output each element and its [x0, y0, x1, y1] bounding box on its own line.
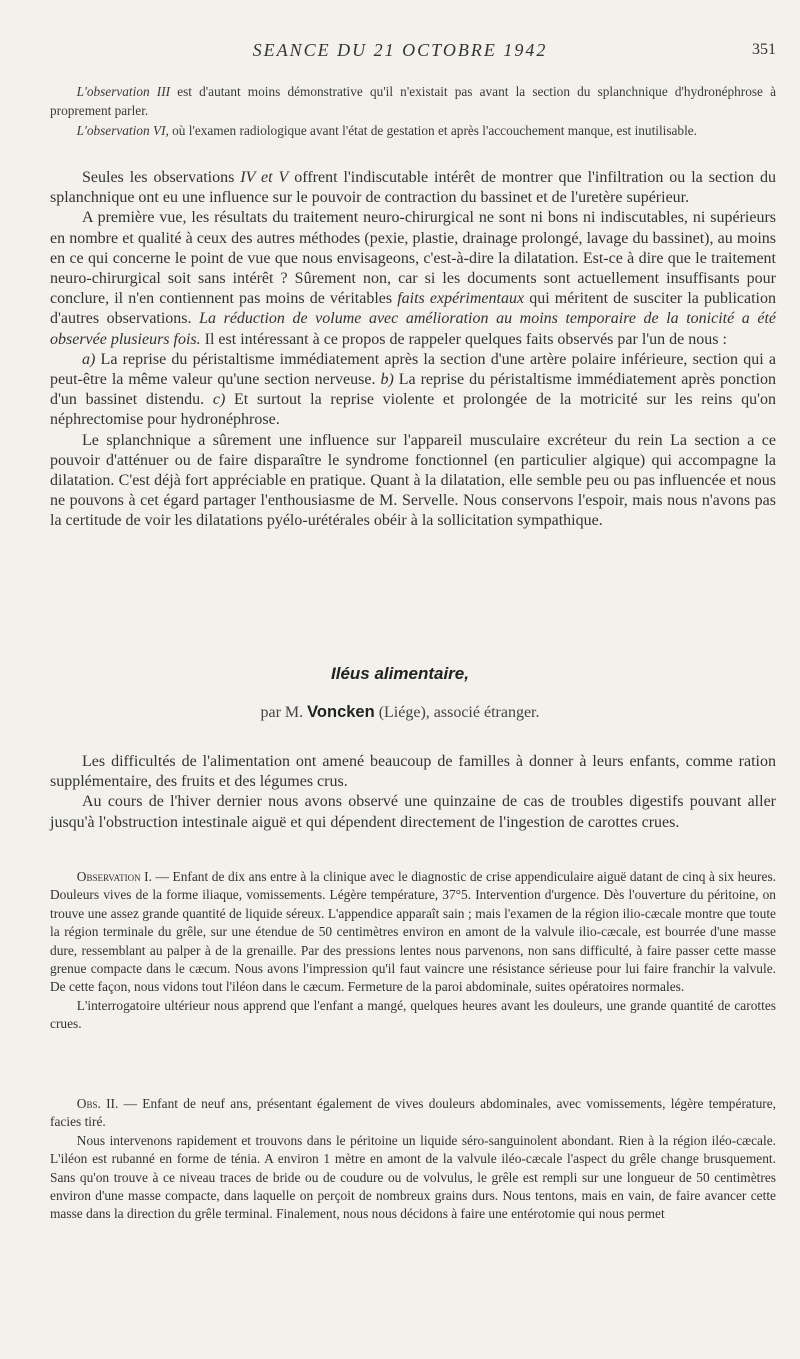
italic-phrase: La réduction de volume avec amélioration au moins temporaire de la tonicité a été observée plusieurs fois. [50, 310, 777, 348]
observation-label: Observation I. [76, 869, 152, 884]
intro-paragraph-2 [50, 121, 776, 140]
paragraph-text: Il est intéressant à ce propos de rappeler quelques faits observés par l'un de nous : [200, 330, 727, 348]
byline-prefix: par M. [260, 704, 304, 721]
paragraph-text: Et surtout la reprise violente et prolongée de la motricité sur les reins qu'on néphrectomise pour hydronéphrose. [50, 391, 776, 429]
author-affiliation: (Liége), associé étranger. [378, 704, 540, 721]
observation-2 [50, 1095, 776, 1224]
paragraph-text: La reprise du péristaltisme immédiatement après ponction d'un bassinet distendu. [50, 371, 777, 409]
observation-1 [50, 868, 776, 1034]
discussion-paragraph-3 [50, 350, 776, 431]
observation-ref: L'observation VI [76, 122, 166, 138]
paragraph-text: qui méritent de susciter la publication d'autres observations. [50, 290, 776, 328]
paragraph-text: Seules les observations [82, 169, 241, 186]
article-intro-paragraph-1: Les difficultés de l'alimentation ont amené beaucoup de familles à donner à leurs enfants, comme ration supplémentaire, des fruits et des légumes crus. [50, 753, 776, 791]
paragraph-text: A première vue, les résultats du traitement neuro-chirurgical ne sont ni bons ni indiscutables, ni supérieurs en nombre et qualité à ceux des autres méthodes (pexie, plastie, drainage prolongé, lavage du bassinet), au moins en ce qui concerne le point de vue que nous envisageons, c'est-à-dire la dilatation. Est-ce à dire que le traitement neuro-chirurgical soit sans intérêt ? Sûrement non, car si les documents sont actuellement insuffisants pour conclure, il n'en contiennent pas moins de véritables [50, 209, 776, 308]
intro-paragraph-1 [50, 82, 776, 121]
paragraph-text: La reprise du péristaltisme immédiatement après la section d'une artère polaire inférieure, section qui a peut-être la même valeur qu'une section nerveuse. [50, 350, 776, 389]
observation-ref: L'observation III [76, 84, 171, 99]
intro-section [50, 82, 776, 140]
discussion-paragraph-2 [50, 208, 776, 349]
discussion-paragraph-4: Le splanchnique a sûrement une influence sur l'appareil musculaire excréteur du rein La section a ce pouvoir d'atténuer ou de faire disparaître le syndrome fonctionnel (en particulier algique) qui accompagne la dilatation. C'est déjà fort appréciable en pratique. Quant à la dilatation, elle semble peu ou pas influencée et nous ne pouvons à cet égard partager l'enthousiasme de M. Servelle. Nous conservons l'espoir, mais nous n'avons pas la certitude de voir les dilatations pyélo-urétérales obéir à la sollicitation sympathique. [50, 431, 776, 530]
discussion-section [50, 168, 776, 532]
list-label: c) [212, 391, 226, 409]
running-title: SEANCE DU 21 OCTOBRE 1942 [252, 40, 548, 60]
observation-2-paragraph-2: Nous intervenons rapidement et trouvons dans le péritoine un liquide séro-sanguinolent abondant. Rien à la région iléo-cæcale. L'iléon est rubanné en forme de ténia. A environ 1 mètre en amont de la valvule iléo-cæcale l'aspect du grêle change brusquement. Sans qu'on trouve à ce niveau traces de bride ou de coudure ou de volvulus, le grêle est rempli sur une longueur de 50 centimètres environ d'une masse compacte, dans laquelle on perçoit de nombreux grains durs. Nous tentons, mais en vain, de faire avancer cette masse dans la direction du grêle terminal. Finalement, nous nous décidons à faire une entérotomie qui nous permet [50, 1132, 776, 1222]
observation-1-paragraph-1 [50, 868, 776, 997]
article-title: Iléus alimentaire, [331, 664, 469, 683]
discussion-paragraph-1 [50, 168, 776, 208]
observation-label: Obs. II. [76, 1096, 119, 1111]
observation-ref: IV et V [240, 169, 289, 186]
article-intro-paragraph-2: Au cours de l'hiver dernier nous avons observé une quinzaine de cas de troubles digestifs pouvant aller jusqu'à l'obstruction intestinale aiguë et qui dépendent directement de l'ingestion de carottes crues. [50, 793, 776, 831]
running-header [0, 40, 800, 70]
observation-2-paragraph-1 [50, 1095, 776, 1132]
article-byline [0, 703, 800, 722]
paragraph-text: offrent l'indiscutable intérêt de montrer que l'infiltration ou la section du splanchnique ont eu une influence sur le pouvoir de contraction du bassinet et de l'uretère supérieur. [50, 169, 777, 207]
paragraph-text: est d'autant moins démonstrative qu'il n'existait pas avant la section du splanchnique d'hydronéphrose à proprement parler. [50, 84, 776, 119]
observation-1-paragraph-2: L'interrogatoire ultérieur nous apprend que l'enfant a mangé, quelques heures avant les douleurs, une grande quantité de carottes crues. [50, 997, 776, 1032]
paragraph-text: , où l'examen radiologique avant l'état de gestation et après l'accouchement manque, est inutilisable. [165, 122, 697, 138]
paragraph-text: — Enfant de neuf ans, présentant également de vives douleurs abdominales, avec vomissements, légère température, facies tiré. [50, 1096, 777, 1130]
author-name: Voncken [307, 703, 375, 721]
paragraph-text: — Enfant de dix ans entre à la clinique avec le diagnostic de crise appendiculaire aiguë datant de cinq à six heures. Douleurs vives de la forme iliaque, vomissements. Légère température, 37°5. Intervention d'urgence. Dès l'ouverture du péritoine, on trouve une assez grande quantité de liquide séreux. L'appendice apparaît sain ; mais l'examen de la région ilio-cæcale montre que toute la région terminale du grêle, sur une étendue de 50 centimètres environ en amont de la valvule ilio-cæcale, est bourrée d'une masse dure, ressemblant au palper à de la grenaille. Par des pressions lentes nous parvenons, non sans difficulté, à faire passer cette masse grenue compacte dans le cæcum. Nous avons l'impression qu'il faut vaincre une résistance sérieuse pour lui faire franchir la valvule. De cette façon, nous vidons tout l'iléon dans le cæcum. Fermeture de la paroi abdominale, suites opératoires normales. [50, 869, 776, 995]
list-label: b) [380, 371, 394, 389]
article-intro [50, 752, 776, 833]
italic-phrase: faits expérimentaux [397, 290, 525, 308]
list-label: a) [82, 350, 96, 368]
page-number: 351 [752, 41, 776, 58]
